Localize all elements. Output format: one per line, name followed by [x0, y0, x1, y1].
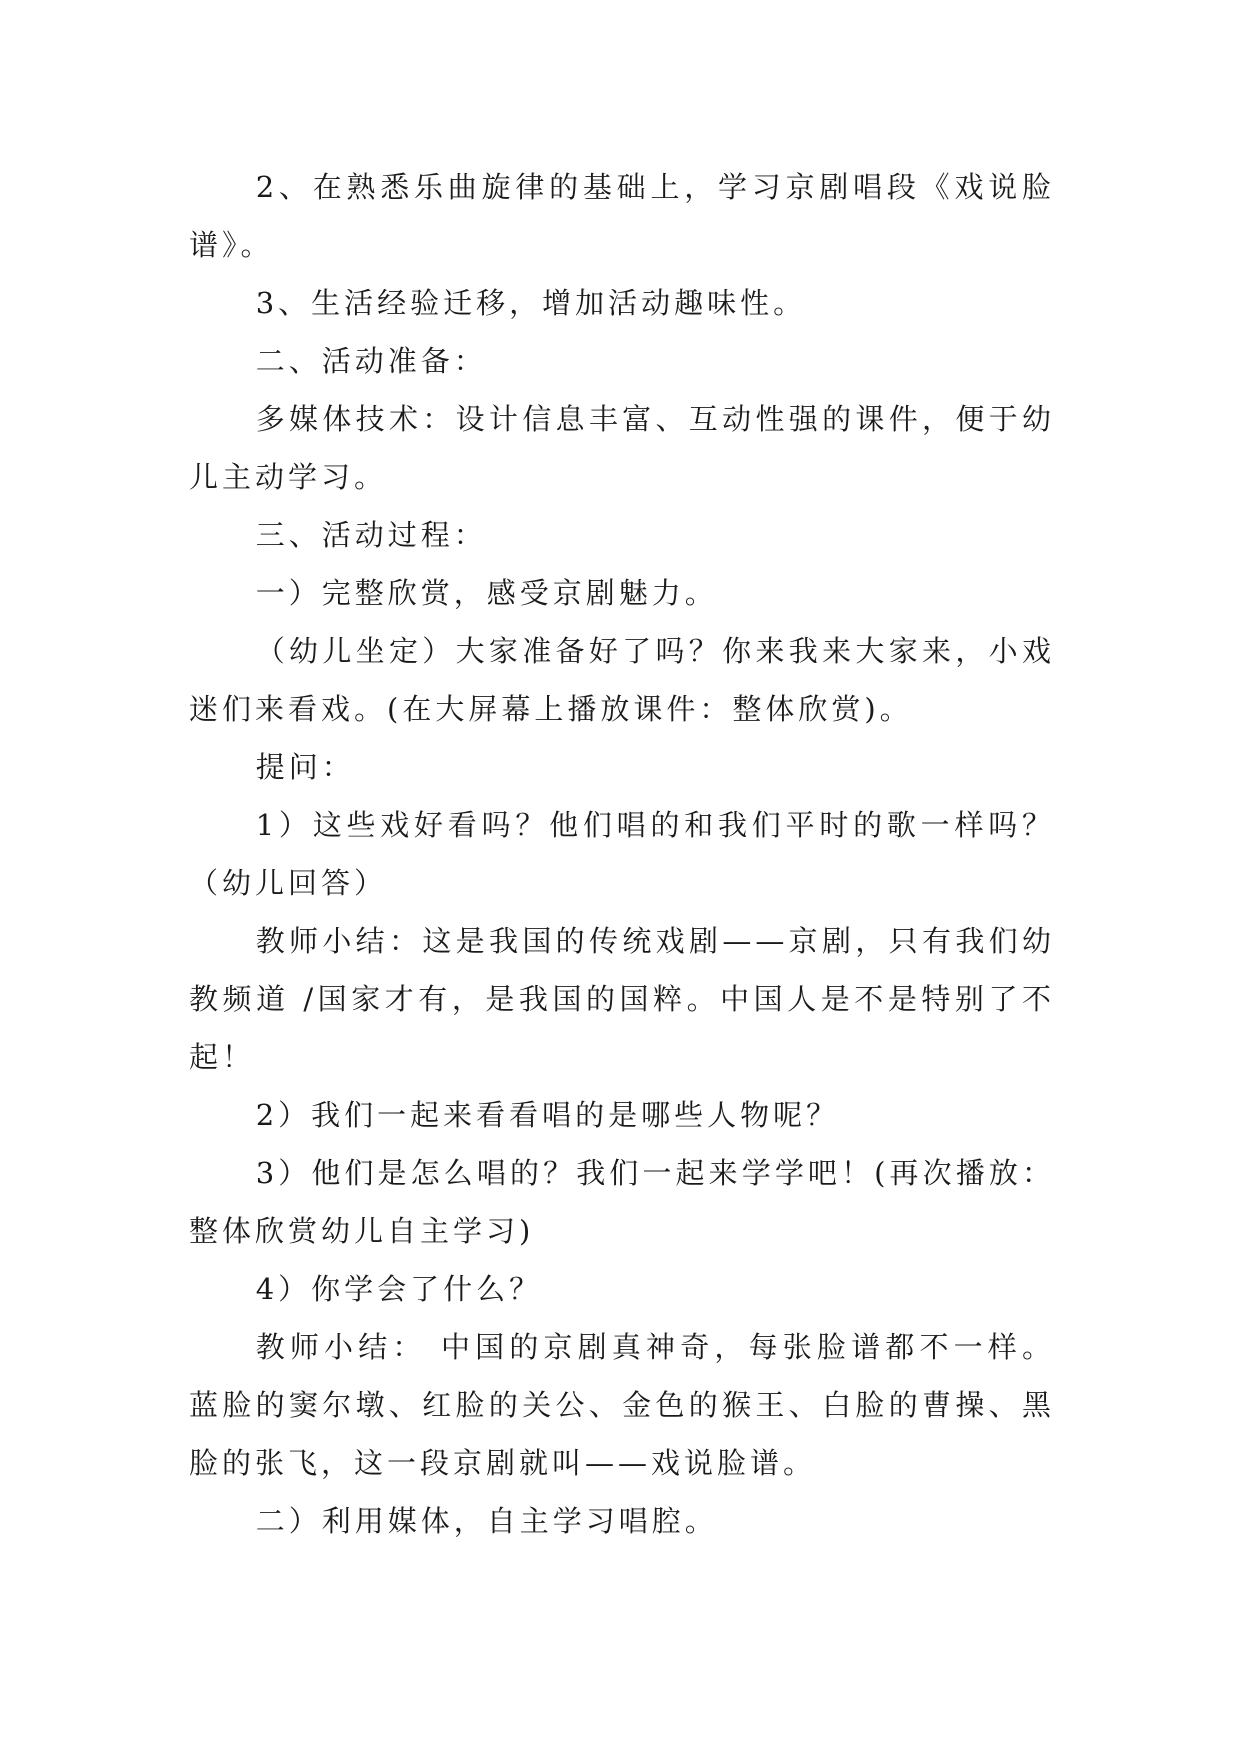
subheading-media-learning: 二）利用媒体，自主学习唱腔。: [255, 1504, 718, 1538]
document-body: [189, 158, 1055, 1550]
paragraph-objective-3: 3、生活经验迁移，增加活动趣味性。: [255, 286, 807, 320]
paragraph-objective-2: 2、在熟悉乐曲旋律的基础上，学习京剧唱段《戏说脸谱》。: [189, 170, 1055, 262]
paragraph-question-2: 2）我们一起来看看唱的是哪些人物呢？: [255, 1098, 840, 1132]
subheading-appreciation: 一）完整欣赏，感受京剧魅力。: [255, 576, 718, 610]
paragraph-intro: （幼儿坐定）大家准备好了吗？你来我来大家来，小戏迷们来看戏。(在大屏幕上播放课件：整体欣赏)。: [189, 634, 1055, 726]
heading-process: 三、活动过程：: [255, 518, 487, 552]
heading-preparation: 二、活动准备：: [255, 344, 487, 378]
paragraph-summary-1: 教师小结：这是我国的传统戏剧——京剧，只有我们幼教频道 /国家才有，是我国的国粹。中国人是不是特别了不起！: [189, 924, 1055, 1074]
paragraph-summary-2: 教师小结： 中国的京剧真神奇，每张脸谱都不一样。蓝脸的窦尔墩、红脸的关公、金色的猴王、白脸的曹操、黑脸的张飞，这一段京剧就叫——戏说脸谱。: [189, 1330, 1055, 1480]
paragraph-question-3: 3）他们是怎么唱的？我们一起来学学吧！(再次播放：整体欣赏幼儿自主学习): [189, 1156, 1055, 1248]
paragraph-multimedia: 多媒体技术：设计信息丰富、互动性强的课件，便于幼儿主动学习。: [189, 402, 1055, 494]
paragraph-question-4: 4）你学会了什么？: [255, 1272, 543, 1306]
paragraph-question-1: 1）这些戏好看吗？他们唱的和我们平时的歌一样吗？（幼儿回答）: [189, 808, 1055, 900]
paragraph-questions-label: 提问：: [255, 750, 355, 784]
